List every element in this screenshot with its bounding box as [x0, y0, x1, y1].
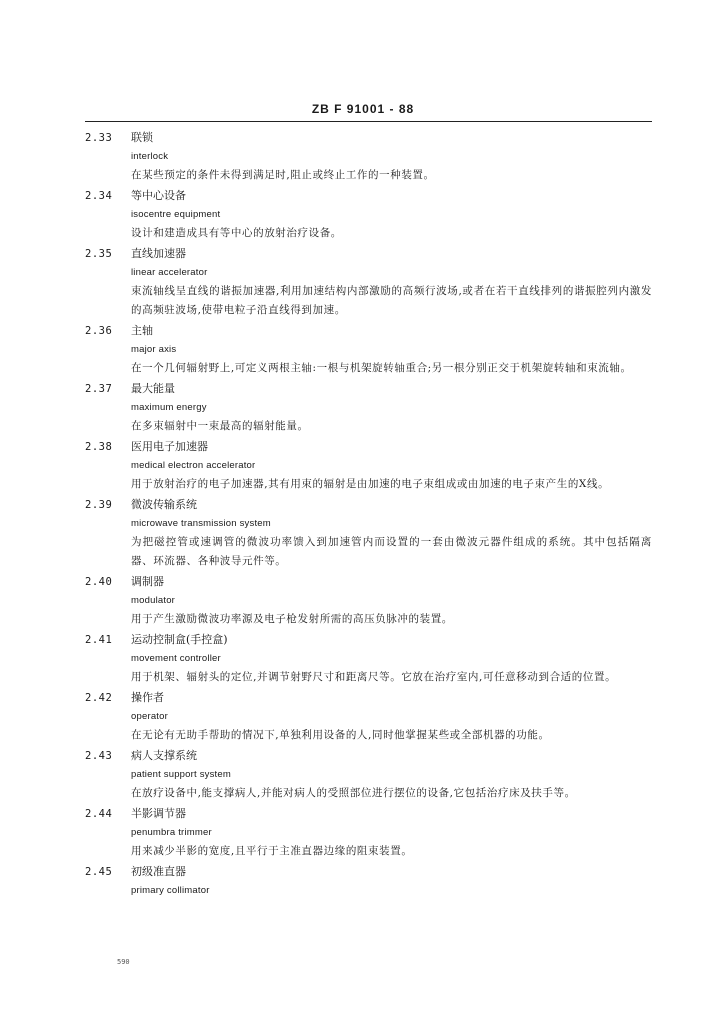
glossary-entry — [85, 495, 652, 571]
term-heading — [85, 862, 652, 881]
glossary-entry — [85, 746, 652, 803]
term-heading — [85, 572, 652, 591]
term-chinese: 病人支撑系统 — [131, 749, 197, 762]
term-definition: 在无论有无助手帮助的情况下,单独利用设备的人,同时他掌握某些或全部机器的功能。 — [131, 729, 550, 741]
term-heading — [85, 244, 652, 263]
glossary-entry — [85, 862, 652, 900]
term-heading — [85, 379, 652, 398]
header-rule — [85, 121, 652, 122]
term-english: operator — [131, 711, 168, 722]
term-heading — [85, 495, 652, 514]
term-number: 2.34 — [85, 190, 113, 202]
glossary-entry — [85, 688, 652, 745]
term-chinese: 等中心设备 — [131, 189, 186, 202]
term-chinese: 初级准直器 — [131, 865, 186, 878]
term-chinese: 主轴 — [131, 324, 153, 337]
term-chinese: 联锁 — [131, 131, 153, 144]
term-number: 2.38 — [85, 441, 113, 453]
glossary-entry — [85, 630, 652, 687]
term-heading — [85, 437, 652, 456]
term-number: 2.40 — [85, 576, 113, 588]
term-definition: 用于机架、辐射头的定位,并调节射野尺寸和距离尺等。它放在治疗室内,可任意移动到合适的位置。 — [131, 671, 617, 683]
glossary-content — [85, 128, 652, 900]
page-mark: 590 — [117, 958, 130, 966]
term-english: isocentre equipment — [131, 209, 221, 220]
document-code-header: ZB F 91001 - 88 — [311, 102, 415, 116]
term-number: 2.37 — [85, 383, 113, 395]
glossary-entry — [85, 572, 652, 629]
term-definition: 在多束辐射中一束最高的辐射能量。 — [131, 420, 309, 432]
term-heading — [85, 804, 652, 823]
term-definition: 用来减少半影的宽度,且平行于主准直器边缘的阻束装置。 — [131, 845, 413, 857]
term-english: medical electron accelerator — [131, 460, 256, 471]
term-chinese: 运动控制盒(手控盒) — [131, 633, 228, 646]
term-number: 2.43 — [85, 750, 113, 762]
term-english: microwave transmission system — [131, 518, 271, 529]
term-heading — [85, 630, 652, 649]
term-number: 2.35 — [85, 248, 113, 260]
term-number: 2.33 — [85, 132, 113, 144]
term-english: penumbra trimmer — [131, 827, 212, 838]
term-number: 2.41 — [85, 634, 113, 646]
glossary-entry — [85, 379, 652, 436]
term-english: modulator — [131, 595, 176, 606]
glossary-entry — [85, 186, 652, 243]
term-chinese: 调制器 — [131, 575, 164, 588]
term-chinese: 直线加速器 — [131, 247, 186, 260]
term-chinese: 医用电子加速器 — [131, 440, 208, 453]
term-heading — [85, 688, 652, 707]
term-heading — [85, 746, 652, 765]
term-english: patient support system — [131, 769, 231, 780]
term-heading — [85, 128, 652, 147]
term-number: 2.45 — [85, 866, 113, 878]
term-chinese: 操作者 — [131, 691, 164, 704]
term-number: 2.39 — [85, 499, 113, 511]
glossary-entry — [85, 128, 652, 185]
term-definition: 为把磁控管或速调管的微波功率馈入到加速管内而设置的一套由微波元器件组成的系统。其中包括隔离器、环流器、各种波导元件等。 — [131, 536, 652, 567]
term-definition: 在某些预定的条件未得到满足时,阻止或终止工作的一种装置。 — [131, 169, 435, 181]
term-english: linear accelerator — [131, 267, 208, 278]
glossary-entry — [85, 244, 652, 320]
term-number: 2.36 — [85, 325, 113, 337]
term-definition: 用于产生激励微波功率源及电子枪发射所需的高压负脉冲的装置。 — [131, 613, 453, 625]
glossary-entry — [85, 321, 652, 378]
term-english: maximum energy — [131, 402, 207, 413]
term-definition: 设计和建造成具有等中心的放射治疗设备。 — [131, 227, 342, 239]
term-chinese: 半影调节器 — [131, 807, 186, 820]
term-english: major axis — [131, 344, 177, 355]
term-definition: 在放疗设备中,能支撑病人,并能对病人的受照部位进行摆位的设备,它包括治疗床及扶手等。 — [131, 787, 576, 799]
term-english: interlock — [131, 151, 169, 162]
term-number: 2.44 — [85, 808, 113, 820]
term-chinese: 最大能量 — [131, 382, 175, 395]
term-definition: 用于放射治疗的电子加速器,其有用束的辐射是由加速的电子束组成或由加速的电子束产生的X线。 — [131, 478, 610, 490]
glossary-entry — [85, 437, 652, 494]
term-heading — [85, 321, 652, 340]
term-definition: 束流轴线呈直线的谐振加速器,利用加速结构内部激励的高频行波场,或者在若干直线排列的谐振腔列内激发的高频驻波场,使带电粒子沿直线得到加速。 — [131, 285, 652, 316]
term-english: movement controller — [131, 653, 221, 664]
term-number: 2.42 — [85, 692, 113, 704]
glossary-entry — [85, 804, 652, 861]
term-chinese: 微波传输系统 — [131, 498, 197, 511]
term-english: primary collimator — [131, 885, 210, 896]
term-definition: 在一个几何辐射野上,可定义两根主轴:一根与机架旋转轴重合;另一根分别正交于机架旋转轴和束流轴。 — [131, 362, 632, 374]
term-heading — [85, 186, 652, 205]
